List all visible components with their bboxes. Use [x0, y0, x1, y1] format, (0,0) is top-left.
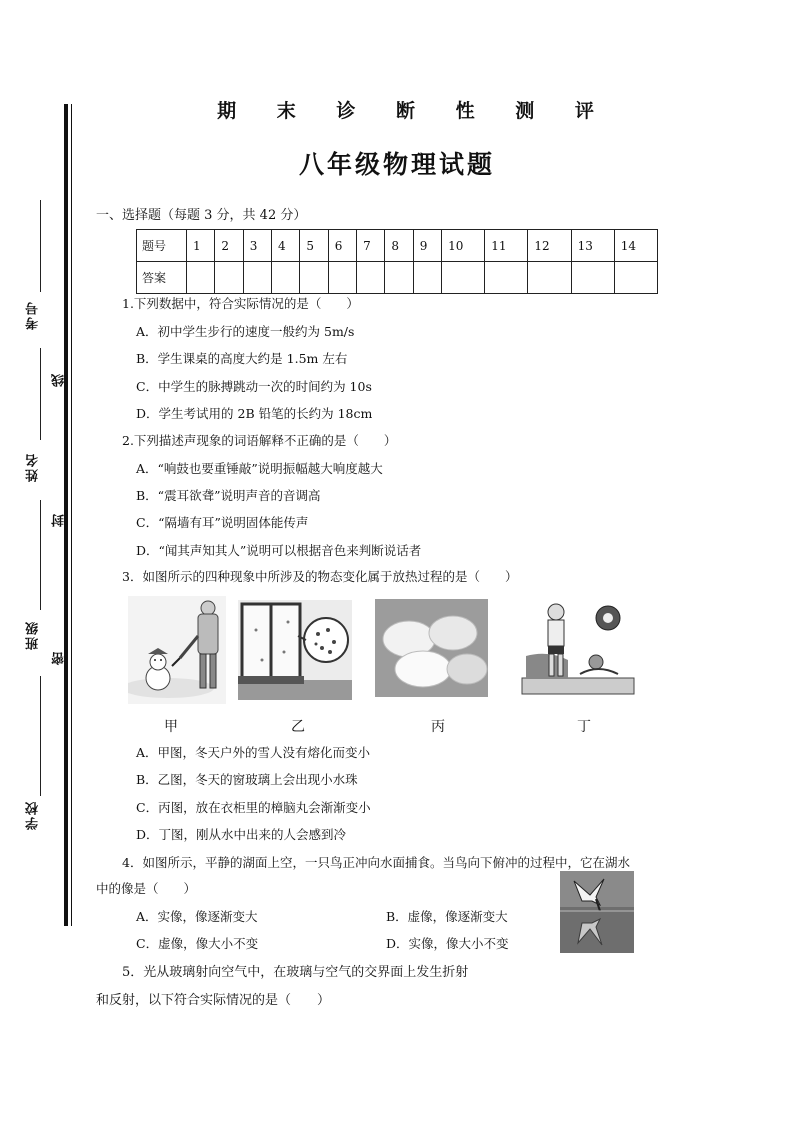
table-header-cell: 答案 — [137, 262, 187, 294]
answer-cell[interactable] — [243, 262, 271, 294]
seal-secret-char: 密 — [52, 652, 67, 665]
exam-number-blank — [40, 200, 41, 292]
question-2-option-a: A．“响鼓也要重锤敲”说明振幅越大响度越大 — [136, 461, 383, 476]
answer-cell[interactable] — [528, 262, 571, 294]
question-2-option-c: C．“隔墙有耳”说明固体能传声 — [136, 515, 309, 530]
seal-seal-char: 封 — [52, 514, 67, 527]
question-2-option-d: D．“闻其声知其人”说明可以根据音色来判断说话者 — [136, 543, 422, 558]
question-number-cell: 3 — [243, 230, 271, 262]
name-blank — [40, 348, 41, 440]
figure-bing-mothballs — [375, 599, 488, 697]
school-label: 学校 — [26, 800, 41, 830]
question-2-option-b: B．“震耳欲聋”说明声音的音调高 — [136, 488, 321, 503]
question-1-option-b: B．学生课桌的高度大约是 1.5m 左右 — [136, 351, 348, 366]
answer-cell[interactable] — [187, 262, 215, 294]
question-number-cell: 11 — [485, 230, 528, 262]
class-label: 班级 — [26, 620, 41, 650]
table-row — [137, 230, 658, 262]
answer-cell[interactable] — [215, 262, 243, 294]
question-4-option-d: D．实像，像大小不变 — [386, 936, 509, 951]
question-number-cell: 9 — [413, 230, 441, 262]
question-3-option-a: A．甲图，冬天户外的雪人没有熔化而变小 — [136, 745, 371, 760]
answer-table — [136, 229, 658, 294]
question-number-cell: 13 — [571, 230, 614, 262]
question-3-option-b: B．乙图，冬天的窗玻璃上会出现小水珠 — [136, 772, 358, 787]
answer-cell[interactable] — [300, 262, 328, 294]
page-title: 期 末 诊 断 性 测 评 — [217, 100, 611, 122]
figure-label-yi: 乙 — [291, 719, 305, 735]
question-number-cell: 1 — [187, 230, 215, 262]
question-5-stem-line1: 5．光从玻璃射向空气中，在玻璃与空气的交界面上发生折射 — [122, 965, 469, 980]
question-number-cell: 6 — [328, 230, 356, 262]
question-number-cell: 2 — [215, 230, 243, 262]
question-1-option-d: D．学生考试用的 2B 铅笔的长约为 18cm — [136, 406, 373, 421]
question-3-option-c: C．丙图，放在衣柜里的樟脑丸会渐渐变小 — [136, 800, 371, 815]
seal-line-char: 线 — [52, 374, 67, 387]
figure-ding-swimmer — [518, 598, 636, 702]
answer-cell[interactable] — [442, 262, 485, 294]
question-number-cell: 14 — [614, 230, 657, 262]
question-4-option-a: A．实像，像逐渐变大 — [136, 909, 258, 924]
question-1-option-c: C．中学生的脉搏跳动一次的时间约为 10s — [136, 379, 372, 394]
question-1-option-a: A．初中学生步行的速度一般约为 5m/s — [136, 324, 355, 339]
answer-cell[interactable] — [328, 262, 356, 294]
figure-label-bing: 丙 — [431, 719, 445, 735]
figure-yi-window — [238, 600, 352, 700]
question-4-option-b: B．虚像，像逐渐变大 — [386, 909, 508, 924]
figure-bird-lake — [560, 871, 634, 953]
question-number-cell: 5 — [300, 230, 328, 262]
question-3-stem: 3．如图所示的四种现象中所涉及的物态变化属于放热过程的是（ ） — [122, 569, 518, 584]
page-subtitle: 八年级物理试题 — [298, 150, 495, 179]
table-row — [137, 262, 658, 294]
binding-margin-thin-line — [71, 104, 72, 926]
question-number-cell: 10 — [442, 230, 485, 262]
question-2-stem: 2.下列描述声现象的词语解释不正确的是（ ） — [122, 433, 397, 448]
section-heading: 一、选择题（每题 3 分，共 42 分） — [96, 208, 307, 223]
answer-cell[interactable] — [614, 262, 657, 294]
question-1-stem: 1.下列数据中，符合实际情况的是（ ） — [122, 296, 359, 311]
exam-number-label: 考号 — [26, 300, 41, 330]
answer-cell[interactable] — [385, 262, 413, 294]
question-number-cell: 7 — [357, 230, 385, 262]
question-4-stem-line1: 4．如图所示，平静的湖面上空，一只鸟正冲向水面捕食。当鸟向下俯冲的过程中，它在湖水 — [122, 855, 630, 870]
figure-label-ding: 丁 — [577, 719, 591, 735]
school-blank — [40, 676, 41, 796]
answer-cell[interactable] — [485, 262, 528, 294]
answer-cell[interactable] — [413, 262, 441, 294]
question-4-stem-line2: 中的像是（ ） — [96, 881, 197, 896]
class-blank — [40, 500, 41, 610]
figure-label-jia: 甲 — [164, 719, 178, 735]
question-number-cell: 4 — [272, 230, 300, 262]
answer-cell[interactable] — [357, 262, 385, 294]
table-header-cell: 题号 — [137, 230, 187, 262]
question-number-cell: 8 — [385, 230, 413, 262]
question-number-cell: 12 — [528, 230, 571, 262]
answer-cell[interactable] — [571, 262, 614, 294]
question-5-stem-line2: 和反射，以下符合实际情况的是（ ） — [96, 993, 331, 1008]
answer-cell[interactable] — [272, 262, 300, 294]
question-4-option-c: C．虚像，像大小不变 — [136, 936, 259, 951]
figure-jia-snowman — [128, 596, 226, 704]
question-3-option-d: D．丁图，刚从水中出来的人会感到冷 — [136, 827, 347, 842]
name-label: 姓名 — [26, 452, 41, 482]
